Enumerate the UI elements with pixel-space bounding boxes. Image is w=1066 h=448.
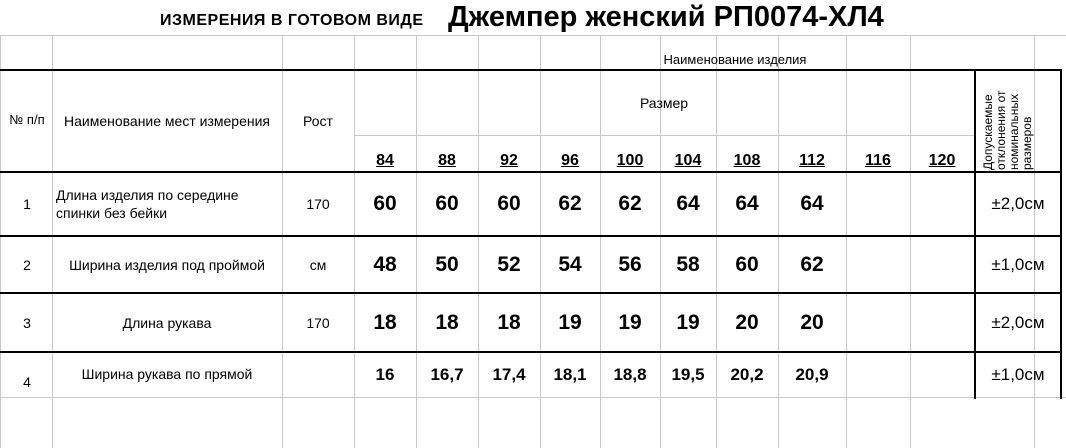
size-header: 92 [500, 152, 518, 169]
document-title: Джемпер женский РП0074-ХЛ4 [448, 1, 884, 33]
size-header: 112 [799, 152, 825, 169]
size-header: 88 [438, 152, 456, 169]
row-value: 16 [375, 365, 395, 384]
subtitle: ИЗМЕРЕНИЯ В ГОТОВОМ ВИДЕ [160, 12, 424, 29]
table-border [0, 69, 1062, 71]
column-header-place: Наименование мест измерения [63, 113, 270, 129]
row-height [282, 353, 354, 397]
item-name-header: Наименование изделия [663, 52, 807, 67]
row-value: 19 [618, 310, 642, 334]
size-header: 84 [376, 152, 394, 169]
row-height: 170 [306, 196, 330, 212]
row-number: 3 [23, 314, 31, 331]
row-value: 48 [373, 252, 397, 276]
row-name: Длина рукава [122, 314, 212, 331]
size-header: 116 [865, 152, 891, 169]
row-value: 64 [676, 192, 700, 215]
row-value: 18 [435, 310, 459, 334]
row-value: 18 [497, 310, 521, 334]
row-value: 19 [558, 310, 582, 334]
row-value: 19,5 [671, 365, 705, 384]
row-value: 18,1 [553, 365, 587, 384]
column-header-number: № п/п [9, 112, 45, 127]
table-border [1060, 69, 1062, 399]
row-value: 50 [435, 252, 459, 276]
column-header-tolerance: Допускаемые отклонения от номинальных размеров [981, 90, 1034, 170]
row-name: Ширина изделия под проймой [69, 256, 265, 273]
row-value: 20 [735, 310, 759, 334]
row-value: 19 [676, 310, 700, 334]
row-number: 2 [23, 256, 31, 273]
row-value: 60 [735, 252, 759, 276]
size-header: 100 [616, 152, 644, 169]
grid-line [0, 35, 1066, 36]
row-tolerance: ±2,0см [991, 194, 1045, 213]
grid-line [0, 35, 1, 448]
row-number: 1 [23, 196, 31, 212]
column-header-size: Размер [639, 95, 689, 111]
row-value: 60 [497, 192, 521, 215]
row-value: 64 [800, 192, 824, 215]
row-value: 18 [373, 310, 397, 334]
row-value: 60 [435, 192, 459, 215]
size-header: 96 [561, 152, 579, 169]
row-value: 20,9 [795, 365, 829, 384]
row-value: 58 [676, 252, 700, 276]
row-value: 62 [558, 192, 582, 215]
row-value: 62 [618, 192, 642, 215]
row-value: 52 [497, 252, 521, 276]
grid-line [354, 135, 976, 136]
column-header-height: Рост [303, 113, 333, 129]
row-name: Ширина рукава по прямой [81, 366, 253, 382]
row-value: 18,8 [613, 365, 647, 384]
row-height: см [309, 256, 327, 273]
row-tolerance: ±1,0см [991, 254, 1045, 274]
size-header: 104 [674, 152, 702, 169]
size-header: 108 [733, 152, 761, 169]
row-value: 62 [800, 252, 824, 276]
row-height: 170 [306, 314, 330, 331]
row-value: 56 [618, 252, 642, 276]
row-value: 20 [800, 310, 824, 334]
row-value: 17,4 [492, 365, 526, 384]
grid-line [0, 397, 1066, 398]
row-value: 16,7 [430, 365, 464, 384]
row-name: Длина изделия по середине спинки без бейки [56, 187, 239, 221]
row-value: 54 [558, 252, 582, 276]
row-number: 4 [23, 374, 31, 390]
row-tolerance: ±2,0см [991, 312, 1045, 332]
row-tolerance: ±1,0см [991, 365, 1045, 384]
size-header: 120 [928, 152, 956, 169]
row-value: 20,2 [730, 365, 764, 384]
row-value: 64 [735, 192, 759, 215]
row-value: 60 [373, 192, 397, 215]
